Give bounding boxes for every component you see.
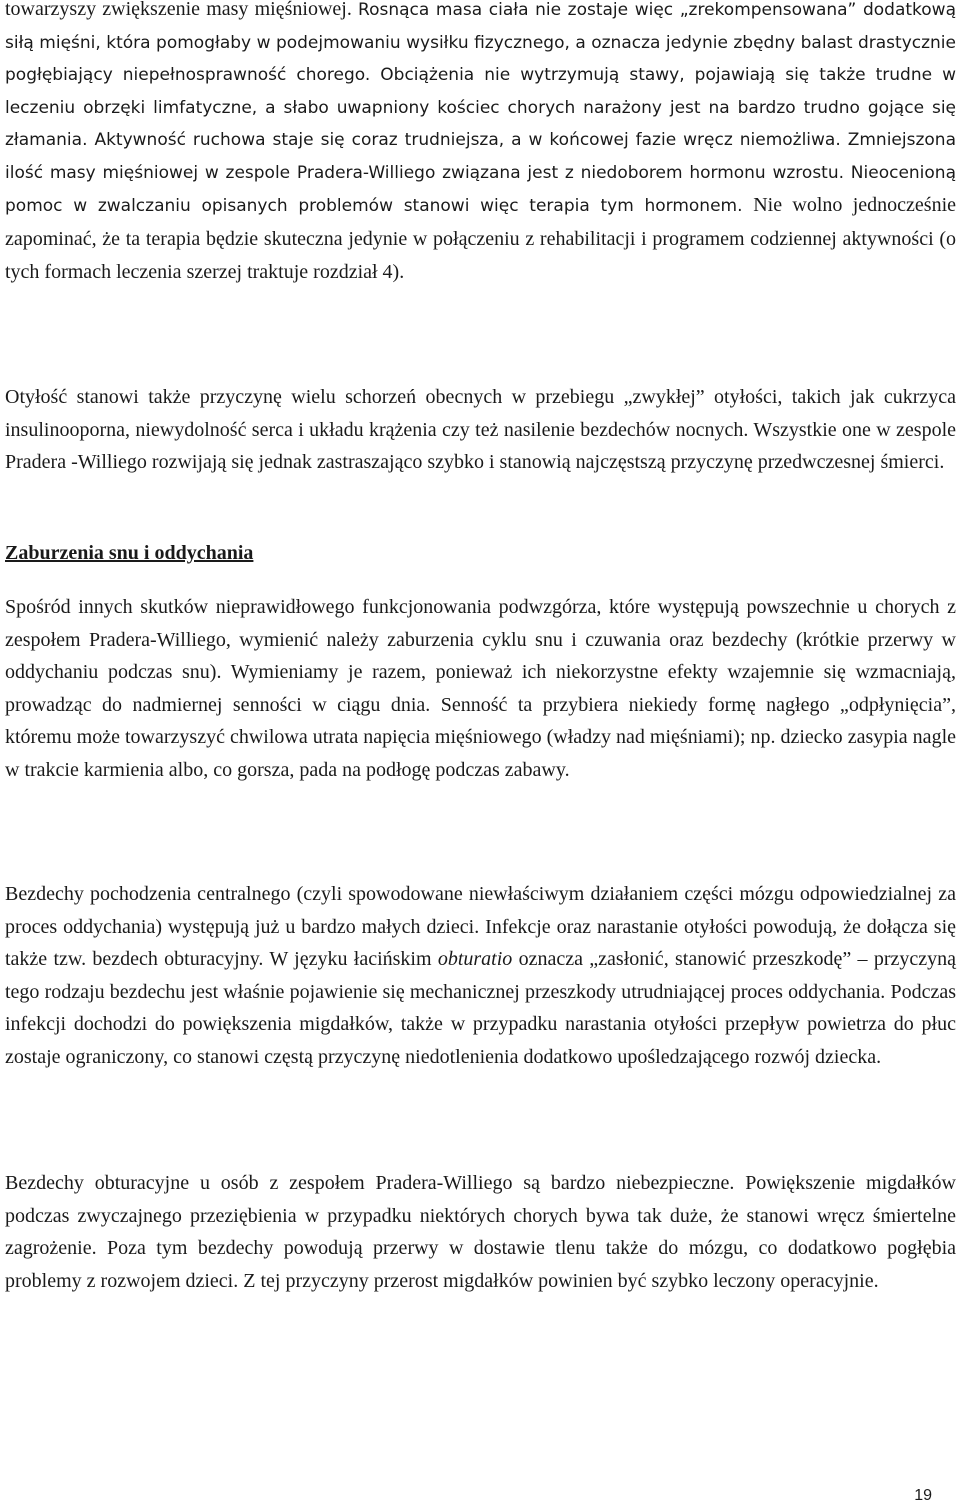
paragraph-sleep-disorders: Spośród innych skutków nieprawidłowego funkcjonowania podwzgórza, które występują powszechnie u chorych z zespołem Pradera-Williego, wymienić należy zaburzenia cyklu snu i czuwania oraz bezdechy (krótkie przerwy w oddychaniu podczas snu). Wymieniamy je razem, ponieważ ich niekorzystne efekty wzajemnie się wzmacniają, prowadząc do nadmiernej senności w ciągu dnia. Senność ta przybiera niekiedy formę nagłego „odpłynięcia”, któremu może towarzyszyć chwilowa utrata napięcia mięśniowego (władzy nad mięśniami); np. dziecko zasypia nagle w trakcie karmienia albo, co gorsza, pada na podłogę podczas zabawy.	[5, 596, 956, 781]
section-heading: Zaburzenia snu i oddychania	[5, 542, 254, 564]
paragraph-4-text-b: oznacza „zasłonić, stanowić przeszkodę” – przyczyną tego rodzaju bezdechu jest właśnie pojawienie się mechanicznej przeszkody utrudniającej proces oddychania. Podczas infekcji dochodzi do powiększenia migdałków, także w przypadku narastania otyłości przepływ powietrza do płuc zostaje ograniczony, co stanowi częstą przyczynę niedotlenienia dodatkowo upośledzającego rozwój dziecka.	[5, 948, 956, 1068]
latin-term: obturatio	[437, 948, 513, 970]
paragraph-central-apnea	[5, 878, 956, 1073]
paragraph-4-text-a: Bezdechy pochodzenia centralnego (czyli spowodowane niewłaściwym działaniem części mózgu odpowiedzialnej za proces oddychania) występują już u bardzo małych dzieci. Infekcje oraz narastanie otyłości powodują, że dołącza się także tzw. bezdech obturacyjny. W języku łacińskim	[5, 883, 956, 970]
paragraph-obstructive-apnea: Bezdechy obturacyjne u osób z zespołem Pradera-Williego są bardzo niebezpieczne. Powiększenie migdałków podczas zwyczajnego przeziębienia w przypadku niektórych chorych bywa tak duże, że stanowi wręcz śmiertelne zagrożenie. Poza tym bezdechy powodują przerwy w dostawie tlenu także do mózgu, co dodatkowo pogłębia problemy z rozwojem dzieci. Z tej przyczyny przerost migdałków powinien być szybko leczony operacyjnie.	[5, 1172, 956, 1292]
paragraph-obesity-complications: Otyłość stanowi także przyczynę wielu schorzeń obecnych w przebiegu „zwykłej” otyłości, takich jak cukrzyca insulinooporna, niewydolność serca i układu krążenia czy też nasilenie bezdechów nocnych. Wszystkie one w zespole Pradera -Williego rozwijają się jednak zastraszająco szybko i stanowią najczęstszą przyczynę przedwczesnej śmierci.	[5, 386, 956, 473]
paragraph-1-closing: Nie wolno jednocześnie zapominać, że ta terapia będzie skuteczna jedynie w połączeniu z rehabilitacji i programem codziennej aktywności (o tych formach leczenia szerzej traktuje rozdział 4).	[5, 194, 956, 283]
paragraph-1-opening: towarzyszy zwiększenie masy mięśniowej.	[5, 0, 359, 20]
page-number: 19	[914, 1487, 932, 1504]
paragraph-growth-hormone	[5, 0, 956, 290]
paragraph-1-main: Rosnąca masa ciała nie zostaje więc „zrekompensowana” dodatkową siłą mięśni, która pomogłaby w podejmowaniu wysiłku fizycznego, a oznacza jedynie zbędny balast drastycznie pogłębiający niepełnosprawność chorego. Obciążenia nie wytrzymują stawy, pojawiają się także trudne w leczeniu obrzęki limfatyczne, a słabo uwapniony kościec chorych narażony jest na bardzo trudno gojące się złamania. Aktywność ruchowa staje się coraz trudniejsza, a w końcowej fazie wręcz niemożliwa. Zmniejszona ilość masy mięśniowej w zespole Pradera-Williego związana jest z niedoborem hormonu wzrostu. Nieocenioną pomoc w zwalczaniu opisanych problemów stanowi więc terapia tym hormonem.	[5, 0, 956, 216]
